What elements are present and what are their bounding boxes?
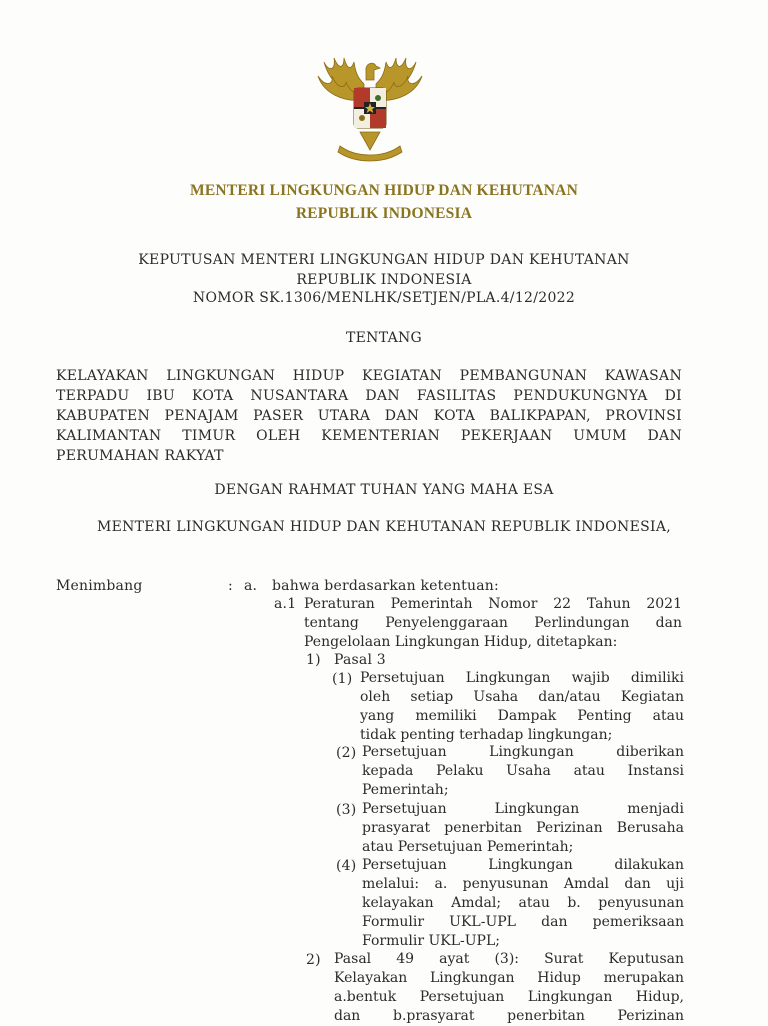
item-3-text: Persetujuan Lingkungan menjadi prasyarat penerbitan Perizinan Berusaha atau Persetujuan Pemerintah; bbox=[362, 801, 684, 855]
decree-title-country: REPUBLIK INDONESIA bbox=[296, 272, 472, 288]
subject-line: PERUMAHAN RAKYAT bbox=[56, 448, 224, 464]
point-a1-marker: a.1 bbox=[274, 596, 297, 612]
item-2-text: Persetujuan Lingkungan diberikan kepada Pelaku Usaha atau Instansi Pemerintah; bbox=[362, 744, 684, 798]
item-2-marker: (2) bbox=[336, 745, 357, 761]
blessing: DENGAN RAHMAT TUHAN YANG MAHA ESA bbox=[214, 482, 554, 498]
point-a1-text: Peraturan Pemerintah Nomor 22 Tahun 2021 tentang Penyelenggaraan Perlindungan dan Pengelolaan Lingkungan Hidup, ditetapkan: bbox=[304, 596, 682, 650]
item-4-marker: (4) bbox=[336, 858, 357, 874]
decree-number: NOMOR SK.1306/MENLHK/SETJEN/PLA.4/12/2022 bbox=[192, 290, 576, 306]
point-a-marker: a. bbox=[244, 578, 258, 594]
subject-line: TERPADU IBU KOTA NUSANTARA DAN FASILITAS PENDUKUNGNYA DI bbox=[56, 388, 682, 404]
subject-line: KABUPATEN PENAJAM PASER UTARA DAN KOTA BALIKPAPAN, PROVINSI bbox=[56, 408, 682, 424]
item-1-marker: (1) bbox=[332, 671, 353, 687]
section-label: Menimbang bbox=[56, 578, 143, 594]
country-header: REPUBLIK INDONESIA bbox=[295, 205, 473, 222]
point-a-text: bahwa berdasarkan ketentuan: bbox=[272, 578, 499, 594]
subject-line: KELAYAKAN LINGKUNGAN HIDUP KEGIATAN PEMBANGUNAN KAWASAN bbox=[56, 368, 682, 384]
decree-title: KEPUTUSAN MENTERI LINGKUNGAN HIDUP DAN KEHUTANAN bbox=[138, 252, 630, 268]
point-2-text: Pasal 49 ayat (3): Surat Keputusan Kelayakan Lingkungan Hidup merupakan a.bentuk Persetujuan Lingkungan Hidup, dan b.prasyarat penerbitan Perizinan bbox=[334, 951, 684, 1024]
subject-line: KALIMANTAN TIMUR OLEH KEMENTERIAN PEKERJAAN UMUM DAN bbox=[56, 428, 682, 444]
item-4-text: Persetujuan Lingkungan dilakukan melalui: a. penyusunan Amdal dan uji kelayakan Amdal; atau b. penyusunan Formulir UKL-UPL dan pemeriksaan Formulir UKL-UPL; bbox=[362, 857, 684, 949]
point-1-text: Pasal 3 bbox=[334, 652, 386, 668]
item-1-text: Persetujuan Lingkungan wajib dimiliki oleh setiap Usaha dan/atau Kegiatan yang memiliki Dampak Penting atau tidak penting terhadap lingkungan; bbox=[360, 670, 684, 743]
point-1-marker: 1) bbox=[306, 652, 321, 668]
garuda-emblem-icon bbox=[316, 54, 424, 172]
item-3-marker: (3) bbox=[336, 802, 357, 818]
ministry-header: MENTERI LINGKUNGAN HIDUP DAN KEHUTANAN bbox=[190, 182, 578, 199]
section-colon: : bbox=[228, 578, 233, 594]
minister-line: MENTERI LINGKUNGAN HIDUP DAN KEHUTANAN REPUBLIK INDONESIA, bbox=[96, 519, 672, 535]
about-heading: TENTANG bbox=[345, 330, 423, 346]
point-2-marker: 2) bbox=[306, 952, 321, 968]
